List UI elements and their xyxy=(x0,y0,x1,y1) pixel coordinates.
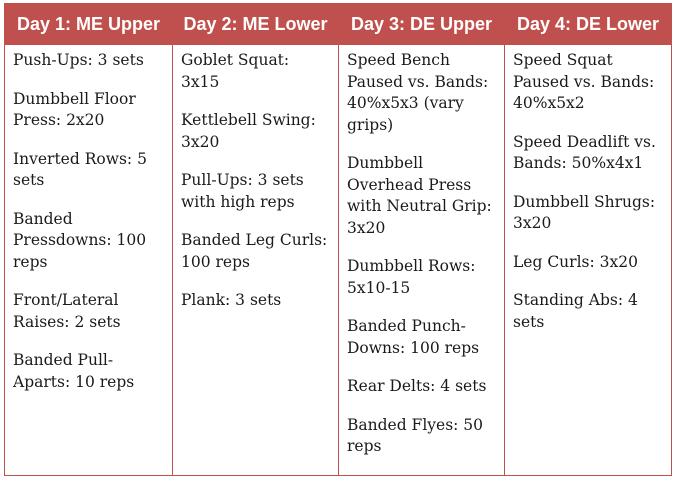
day-4-exercises xyxy=(505,45,672,476)
exercise-item: Inverted Rows: 5 sets xyxy=(13,149,147,189)
exercise-item: Banded Leg Curls: 100 reps xyxy=(181,231,328,271)
exercise-item: Front/Lateral Raises: 2 sets xyxy=(13,291,121,331)
exercise-item: Rear Delts: 4 sets xyxy=(347,377,487,395)
exercise-item: Dumbbell Overhead Press with Neutral Grip: 3x20 xyxy=(347,154,492,237)
exercise-item: Dumbbell Rows: 5x10-15 xyxy=(347,257,476,297)
schedule-body xyxy=(5,45,672,476)
day-1-header: Day 1: ME Upper xyxy=(5,4,173,45)
workout-schedule-table xyxy=(4,3,672,476)
exercise-item: Banded Pressdowns: 100 reps xyxy=(13,209,147,271)
exercise-item: Standing Abs: 4 sets xyxy=(513,291,638,331)
exercise-row xyxy=(5,45,672,476)
day-2-header: Day 2: ME Lower xyxy=(173,4,339,45)
exercise-item: Speed Squat Paused vs. Bands: 40%x5x2 xyxy=(513,51,655,112)
exercise-item: Banded Punch-Downs: 100 reps xyxy=(347,317,480,357)
exercise-item: Speed Bench Paused vs. Bands: 40%x5x3 (vary grips) xyxy=(347,51,489,134)
exercise-item: Kettlebell Swing: 3x20 xyxy=(181,111,316,151)
exercise-item: Speed Deadlift vs. Bands: 50%x4x1 xyxy=(513,132,656,172)
exercise-item: Plank: 3 sets xyxy=(181,291,282,309)
day-3-exercises xyxy=(339,45,505,476)
exercise-item: Banded Flyes: 50 reps xyxy=(347,415,484,455)
exercise-item: Dumbbell Shrugs: 3x20 xyxy=(513,192,656,232)
exercise-item: Leg Curls: 3x20 xyxy=(513,252,638,271)
day-2-exercises xyxy=(173,45,339,476)
exercise-item: Push-Ups: 3 sets xyxy=(13,51,144,69)
exercise-item: Banded Pull-Aparts: 10 reps xyxy=(13,351,135,391)
exercise-item: Pull-Ups: 3 sets with high reps xyxy=(181,171,304,211)
exercise-item: Goblet Squat: 3x15 xyxy=(181,51,290,91)
day-4-header: Day 4: DE Lower xyxy=(505,4,672,45)
day-1-exercises xyxy=(5,45,173,476)
schedule-header xyxy=(5,4,672,45)
header-row xyxy=(5,4,672,45)
exercise-item: Dumbbell Floor Press: 2x20 xyxy=(13,89,136,129)
day-3-header: Day 3: DE Upper xyxy=(339,4,505,45)
